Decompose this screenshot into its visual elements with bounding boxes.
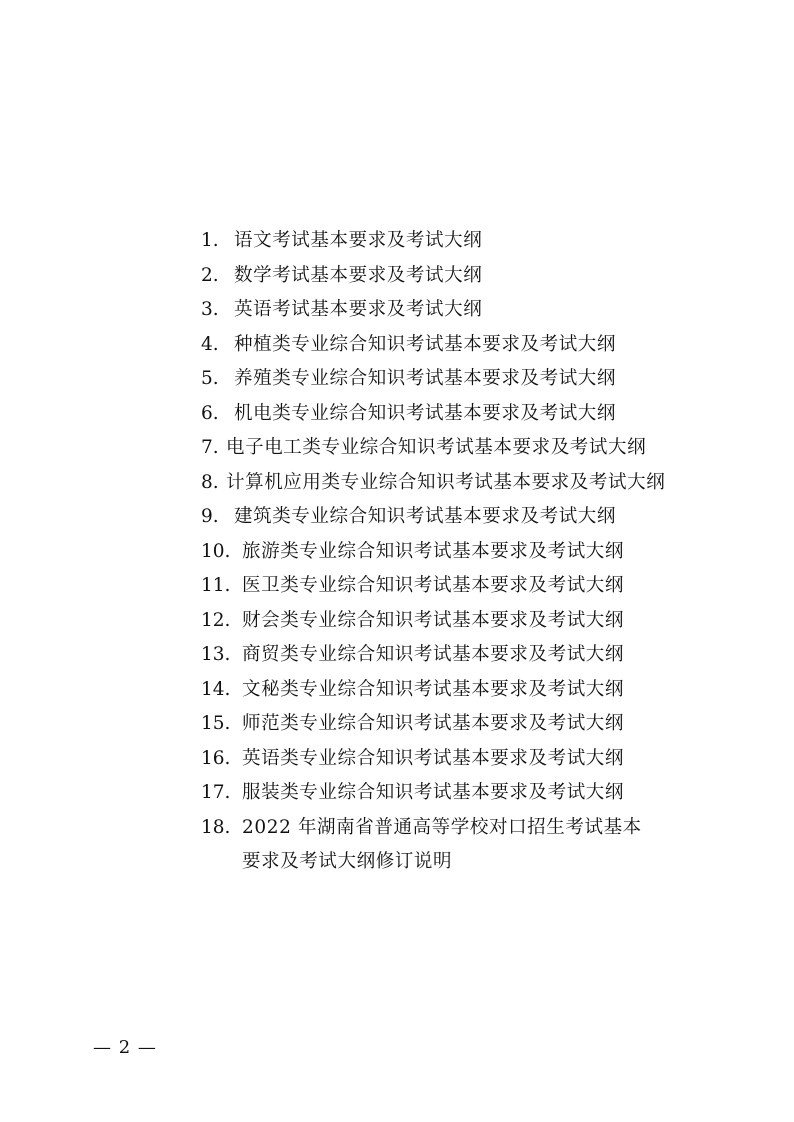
toc-item-11: [201, 569, 721, 604]
toc-item-number: 13.: [201, 644, 231, 665]
toc-item-number: 12.: [201, 609, 231, 631]
toc-item-title: 英语考试基本要求及考试大纲: [234, 299, 483, 320]
toc-item-number: 3.: [201, 299, 219, 320]
toc-item-number: 11.: [201, 575, 231, 596]
toc-item-number: 4.: [201, 333, 219, 355]
toc-item-4: [201, 328, 721, 363]
toc-item-16: [201, 742, 721, 777]
toc-item-title: 英语类专业综合知识考试基本要求及考试大纲: [242, 747, 625, 769]
toc-item-7: [201, 431, 721, 466]
toc-item-12: [201, 604, 721, 639]
toc-item-10: [201, 535, 721, 570]
toc-item-18: [201, 811, 721, 880]
toc-item-9: [201, 500, 721, 535]
toc-item-number: 8.: [201, 471, 219, 493]
toc-item-title: 计算机应用类专业综合知识考试基本要求及考试大纲: [226, 471, 666, 493]
toc-item-title: 语文考试基本要求及考试大纲: [234, 230, 483, 251]
toc-item-number: 9.: [201, 506, 219, 527]
toc-item-title: 医卫类专业综合知识考试基本要求及考试大纲: [242, 575, 625, 596]
toc-item-6: [201, 397, 721, 432]
toc-item-title: 商贸类专业综合知识考试基本要求及考试大纲: [242, 644, 625, 665]
toc-item-title: 电子电工类专业综合知识考试基本要求及考试大纲: [226, 437, 647, 458]
toc-item-5: [201, 362, 721, 397]
toc-item-title: 养殖类专业综合知识考试基本要求及考试大纲: [234, 368, 617, 389]
toc-item-14: [201, 673, 721, 708]
toc-item-2: [201, 259, 721, 294]
toc-item-title: 旅游类专业综合知识考试基本要求及考试大纲: [242, 540, 625, 562]
toc-item-title: 建筑类专业综合知识考试基本要求及考试大纲: [234, 506, 617, 527]
toc-item-number: 2.: [201, 264, 219, 286]
toc-item-title-line-1: 2022 年湖南省普通高等学校对口招生考试基本: [242, 816, 642, 838]
toc-item-number: 17.: [201, 782, 231, 803]
toc-item-title: 师范类专业综合知识考试基本要求及考试大纲: [242, 713, 625, 734]
toc-item-title: 机电类专业综合知识考试基本要求及考试大纲: [234, 402, 617, 424]
toc-item-title: 数学考试基本要求及考试大纲: [234, 264, 483, 286]
toc-item-17: [201, 776, 721, 811]
table-of-contents: [201, 224, 721, 880]
toc-item-3: [201, 293, 721, 328]
toc-item-title-line-2: 要求及考试大纲修订说明: [242, 851, 453, 872]
toc-item-number: 15.: [201, 713, 231, 734]
toc-item-1: [201, 224, 721, 259]
toc-item-number: 6.: [201, 402, 219, 424]
toc-item-title: 财会类专业综合知识考试基本要求及考试大纲: [242, 609, 625, 631]
toc-item-title: [242, 811, 682, 880]
toc-item-15: [201, 707, 721, 742]
toc-item-title: 种植类专业综合知识考试基本要求及考试大纲: [234, 333, 617, 355]
page-number: — 2 —: [93, 1037, 157, 1058]
toc-item-number: 14.: [201, 678, 231, 700]
toc-item-number: 5.: [201, 368, 219, 389]
toc-item-number: 16.: [201, 747, 231, 769]
toc-item-title: 服装类专业综合知识考试基本要求及考试大纲: [242, 782, 625, 803]
toc-item-number: 10.: [201, 540, 231, 562]
toc-item-8: [201, 466, 721, 501]
toc-item-13: [201, 638, 721, 673]
toc-item-number: 7.: [201, 437, 219, 458]
toc-item-number: 1.: [201, 230, 219, 251]
toc-item-title: 文秘类专业综合知识考试基本要求及考试大纲: [242, 678, 625, 700]
toc-item-number: 18.: [201, 816, 231, 838]
